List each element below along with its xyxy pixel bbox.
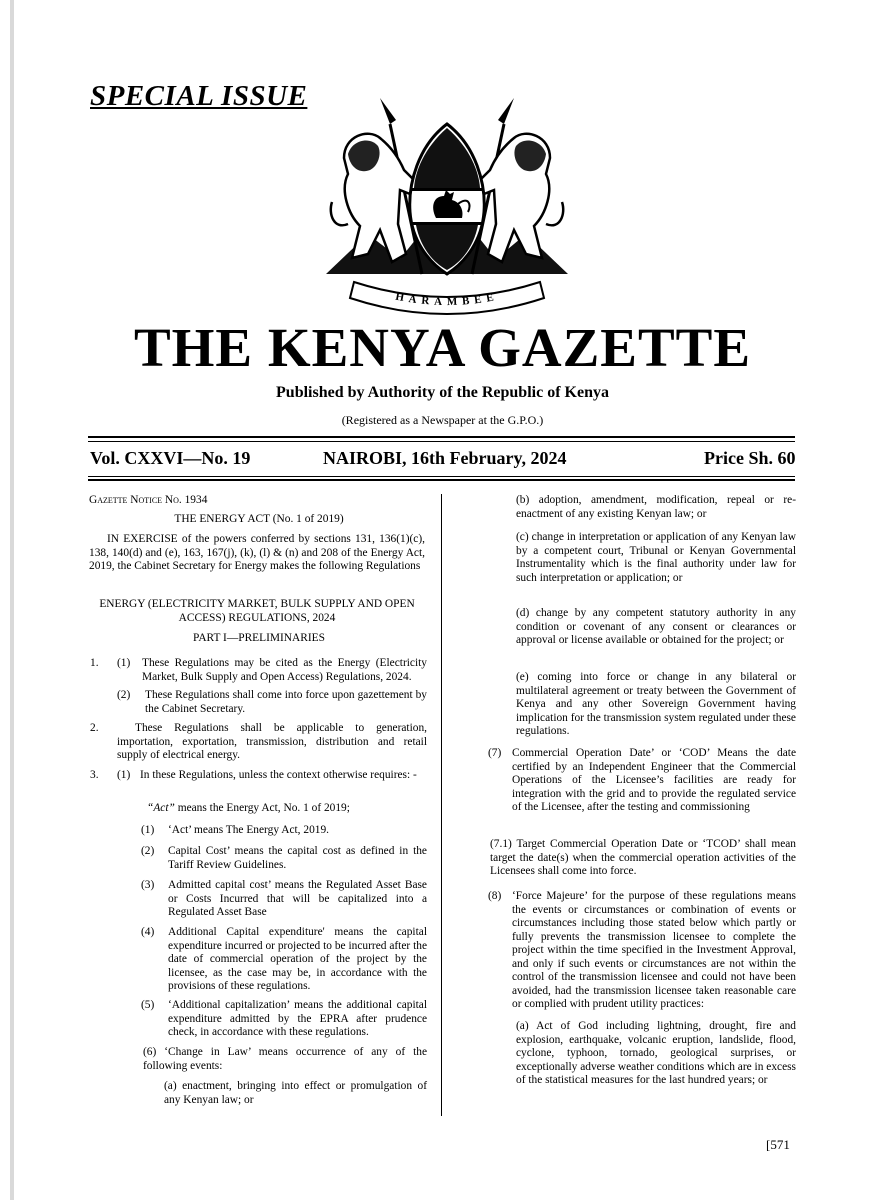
dateline: NAIROBI, 16th February, 2024 [323,448,567,468]
header-rule-bottom-thin [88,476,795,477]
column-divider [441,494,442,1116]
definition-6a: (a) enactment, bringing into effect or promulgation of any Kenyan law; or [164,1080,427,1106]
section-1-1: These Regulations may be cited as the Energy (Electricity Market, Bulk Supply and Open Access) Regulations, 2024. [142,657,427,683]
definition-2: Capital Cost’ means the capital cost as defined in the Tariff Review Guidelines. [168,845,427,871]
preamble: IN EXERCISE of the powers conferred by sections 131, 136(1)(c), 138, 140(d) and (e), 163, 167(j), (k), (l) & (n) and 208 of the Energy Act, 2019, the Cabinet Secretary for Energy makes the following Regulations [89,533,425,572]
definition-8a: (a) Act of God including lightning, drought, fire and explosion, earthquake, volcanic eruption, landslide, flood, cyclone, typhoon, tornado, geological surprises, or exceptionally adverse weather conditions which are in excess of the statistical measures for the last hundred years; or [516,1020,796,1086]
section-1-2-number: (2) [117,689,131,701]
definition-5: ‘Additional capitalization’ means the additional capital expenditure admitted by the EPRA after prudence check, in accordance with these regulations. [168,999,427,1038]
definition-1-number: (1) [141,824,155,836]
section-1-1-number: (1) [117,657,131,669]
header-rule-bottom [88,479,795,481]
definition-8: ‘Force Majeure’ for the purpose of these regulations means the events or circumstances or combination of events or circumstances including those stated below which partly or fully prevents the transmission licensee to complete the project within the time specified in the Investment Approval, and only if such events or circumstances are not within the control of the transmission licensee and could not have been avoided, had the transmission licensee taken reasonable care or complied with prudent utility practices: [512,890,796,1010]
section-2-number: 2. [90,722,99,734]
definition-6c: (c) change in interpretation or application of any Kenyan law by a competent court, Tribunal or Kenyan Governmental Instrumentality which is the final authority under law for such interpretation or application; or [516,531,796,584]
definition-act [147,802,427,816]
regulations-title: ENERGY (ELECTRICITY MARKET, BULK SUPPLY AND OPEN ACCESS) REGULATIONS, 2024 [99,598,415,624]
definition-act-term: “Act” [147,802,175,814]
definition-7: Commercial Operation Date’ or ‘COD’ Means the date certified by an Independent Engineer that the Commercial Operations of the Licensee’s facilities are ready for integration with the grid and to provide the regulated service of the Licensee, after the testing and commissioning [512,747,796,813]
special-issue-label: SPECIAL ISSUE [90,80,308,112]
definition-7-number: (7) [488,747,502,759]
section-1-number: 1. [90,657,99,669]
volume-number: Vol. CXXVI—No. 19 [90,448,251,468]
section-3-1: In these Regulations, unless the context otherwise requires: - [140,769,417,781]
section-1-2: These Regulations shall come into force upon gazettement by the Cabinet Secretary. [145,689,427,715]
page-folio: [571 [766,1137,790,1152]
definition-1: ‘Act’ means The Energy Act, 2019. [168,824,330,836]
coat-of-arms-emblem [318,94,576,316]
definition-6e: (e) coming into force or change in any bilateral or multilateral agreement or treaty between the Government of Kenya and any other Sovereign Government having implication for the transmission system regulated under these regulations. [516,671,796,737]
definition-8-number: (8) [488,890,502,902]
definition-6b: (b) adoption, amendment, modification, repeal or re-enactment of any existing Kenyan law; or [516,494,796,520]
definition-3: Admitted capital cost’ means the Regulated Asset Base or Costs Incurred that will be capitalized into a Regulated Asset Base [168,879,427,918]
definition-2-number: (2) [141,845,155,857]
gazette-notice-number: Gazette Notice No. 1934 [89,494,208,506]
section-3-1-number: (1) [117,769,131,781]
definition-6: (6) ‘Change in Law’ means occurrence of any of the following events: [143,1046,427,1072]
part-heading: PART I—PRELIMINARIES [193,632,325,644]
registration-note: (Registered as a Newspaper at the G.P.O.) [341,413,544,427]
page-edge [10,0,14,1200]
definition-6d: (d) change by any competent statutory authority in any condition or covenant of any consent or clearances or approval or license available or obtained for the project; or [516,607,796,646]
definition-4-number: (4) [141,926,155,938]
gazette-title: THE KENYA GAZETTE [133,317,752,378]
authority-line: Published by Authority of the Republic of Kenya [276,384,609,401]
definition-3-number: (3) [141,879,155,891]
header-rule-top-thin [88,441,795,442]
header-rule-top [88,436,795,438]
definition-5-number: (5) [141,999,155,1011]
section-2: These Regulations shall be applicable to generation, importation, exportation, transmission, distribution and retail supply of electrical energy. [117,722,427,761]
definition-7-1: (7.1) Target Commercial Operation Date or ‘TCOD’ shall mean target the date(s) when the commercial operation activities of the Licensees shall come into force. [490,838,796,877]
section-3-number: 3. [90,769,99,781]
price: Price Sh. 60 [704,448,796,468]
definition-act-text: means the Energy Act, No. 1 of 2019; [174,802,350,814]
act-title: THE ENERGY ACT (No. 1 of 2019) [174,513,344,525]
crest-motto: HARAMBEE [394,290,500,309]
definition-4: Additional Capital expenditure' means the capital expenditure incurred or projected to be incurred after the date of commercial operation of the project by the licensee, as the case may be, in accordance with the provisions of these regulations. [168,926,427,992]
